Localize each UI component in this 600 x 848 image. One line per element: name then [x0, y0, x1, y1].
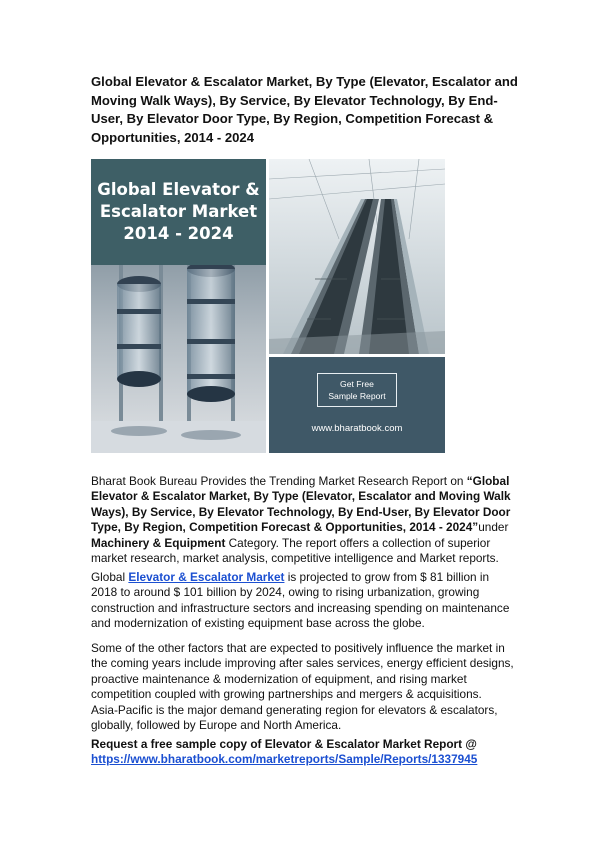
report-name: “Global Elevator & Escalator Market, By Type (Elevator, Escalator and Moving Walk Ways), By Service, By Elevator Technology, By End-User, By Elevator Door Type, By Region, Competition Forecast & Opportunities, 2014 - 2024” — [91, 474, 511, 535]
factors-paragraph — [91, 641, 516, 733]
request-sample-text: Request a free sample copy of Elevator & Escalator Market Report @ — [91, 737, 477, 751]
market-size-text: is projected to grow from $ 81 billion in 2018 to around $ 101 billion by 2024, owing to rising urbanization, growing construction and infrastructure sectors and increasing spending on maintenance and modernization of existing equipment base across the globe. — [91, 570, 510, 631]
sample-report-panel — [269, 357, 445, 453]
intro-paragraph — [91, 474, 516, 566]
banner-title-line1: Global Elevator & — [97, 180, 260, 199]
escalator-illustration — [269, 159, 445, 354]
intro-text: Bharat Book Bureau Provides the Trending Market Research Report on — [91, 474, 467, 488]
banner-title-box — [91, 159, 266, 265]
elevator-illustration — [91, 159, 266, 453]
report-banner — [91, 159, 445, 453]
factors-text: Some of the other factors that are expected to positively influence the market in the coming years include improving after sales services, energy efficient designs, proactive maintenance & modernization of equipment, and rising market competition coupled with growing partnerships and mergers & acquisitions. — [91, 641, 514, 702]
elevator-escalator-market-link[interactable]: Elevator & Escalator Market — [128, 570, 285, 584]
get-free-sample-report-button[interactable] — [317, 373, 397, 407]
document-title: Global Elevator & Escalator Market, By Type (Elevator, Escalator and Moving Walk Ways), By Service, By Elevator Technology, By End-User, By Elevator Door Type, By Region, Competition Forecast & Opportunities, 2014 - 2024 — [91, 74, 518, 145]
cta-line2: Sample Report — [328, 391, 386, 401]
banner-title-line2: Escalator Market — [99, 202, 258, 221]
banner-website: www.bharatbook.com — [311, 423, 403, 434]
intro-rest: Category. The report offers a collection of superior market research, market analysis, competitive intelligence and Market reports. — [91, 535, 499, 566]
market-prefix: Global — [91, 570, 129, 584]
escalator-image — [269, 159, 445, 354]
under-text: under — [478, 520, 509, 535]
banner-title-line3: 2014 - 2024 — [123, 224, 234, 243]
sample-report-url-link[interactable]: https://www.bharatbook.com/marketreports/Sample/Reports/1337945 — [91, 752, 478, 767]
market-size-paragraph — [91, 570, 516, 632]
category-name: Machinery & Equipment — [91, 535, 226, 550]
request-sample-paragraph — [91, 737, 516, 768]
region-text: Asia-Pacific is the major demand generating region for elevators & escalators, globally, followed by Europe and North America. — [91, 702, 498, 733]
cta-line1: Get Free — [340, 379, 374, 389]
